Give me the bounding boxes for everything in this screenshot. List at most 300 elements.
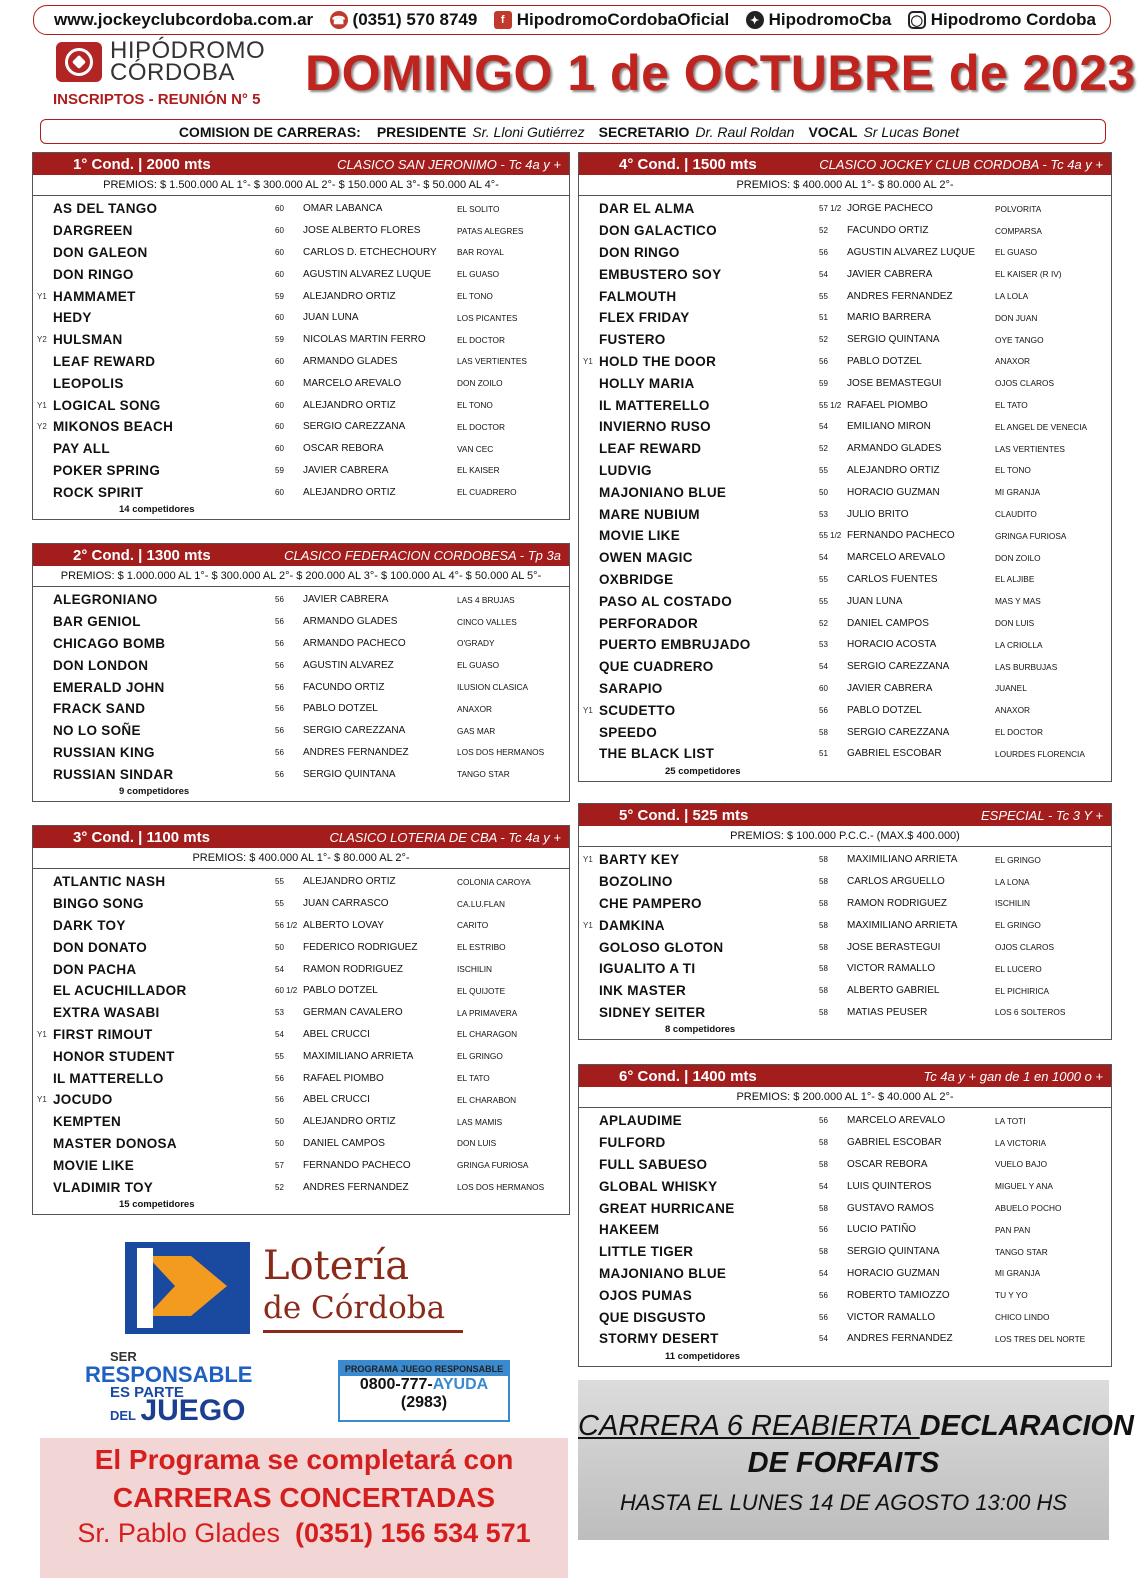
carreras-concertadas-box <box>40 1438 568 1578</box>
logo-line2: CÓRDOBA <box>110 59 235 86</box>
horse-name: HOLLY MARIA <box>599 375 695 391</box>
race-condition: 6° Cond. | 1400 mts <box>619 1067 757 1085</box>
programa-phone-c: (2983) <box>400 1394 448 1411</box>
jockey-name: PABLO DOTZEL <box>847 355 922 367</box>
horse-name: RUSSIAN SINDAR <box>53 766 174 782</box>
entry-row <box>33 1089 569 1111</box>
horse-weight: 60 <box>275 422 284 432</box>
presidente-label: PRESIDENTE <box>376 123 467 140</box>
horse-weight: 58 <box>819 1159 828 1169</box>
entry-row <box>579 1263 1111 1285</box>
horse-name: SIDNEY SEITER <box>599 1004 706 1020</box>
stud-name: VUELO BAJO <box>995 1159 1048 1170</box>
stud-name: ISCHILIN <box>457 964 493 975</box>
race-header <box>33 153 569 175</box>
stud-name: PAN PAN <box>995 1224 1031 1235</box>
stud-name: LOS DOS HERMANOS <box>457 747 545 758</box>
jockey-name: MAXIMILIANO ARRIETA <box>847 919 958 931</box>
horse-weight: 55 <box>819 291 828 301</box>
stud-name: DON ZOILO <box>995 552 1041 563</box>
race-premios: PREMIOS: $ 1.000.000 AL 1°- $ 300.000 AL 2°- $ 200.000 AL 3°- $ 100.000 AL 4°- $ 50.000 AL 5°- <box>33 566 569 587</box>
programa-phone <box>340 1376 508 1394</box>
horse-weight: 55 1/2 <box>819 400 842 410</box>
website-text[interactable]: www.jockeyclubcordoba.com.ar <box>54 10 314 29</box>
entry-row <box>579 242 1111 264</box>
horse-weight: 58 <box>819 986 828 996</box>
horse-weight: 58 <box>819 942 828 952</box>
horse-weight: 55 <box>819 574 828 584</box>
race-condition: 5° Cond. | 525 mts <box>619 806 749 824</box>
horse-name: DON DONATO <box>53 939 147 955</box>
horse-weight: 50 <box>275 1138 284 1148</box>
horse-name: GLOBAL WHISKY <box>599 1178 718 1194</box>
coupled-marker: Y2 <box>37 335 47 345</box>
twitter-link[interactable] <box>746 10 892 30</box>
stud-name: EL CHARABON <box>457 1094 517 1105</box>
facebook-link[interactable] <box>494 10 730 30</box>
entry-row <box>33 372 569 394</box>
facebook-text[interactable]: HipodromoCordobaOficial <box>516 10 730 29</box>
horse-weight: 60 <box>275 400 284 410</box>
completara-line2: CARRERAS CONCERTADAS <box>112 1482 496 1513</box>
entry-row <box>33 394 569 416</box>
jockey-name: SERGIO CAREZZANA <box>303 421 406 433</box>
jockey-name: HORACIO GUZMAN <box>847 486 940 498</box>
horse-weight: 60 <box>275 269 284 279</box>
entry-row <box>579 481 1111 503</box>
jockey-name: MAXIMILIANO ARRIETA <box>847 854 958 866</box>
stud-name: GRINGA FURIOSA <box>457 1160 529 1171</box>
horse-weight: 56 <box>275 704 284 714</box>
jockey-name: ALEJANDRO ORTIZ <box>303 399 396 411</box>
contact-bar <box>33 5 1111 35</box>
stud-name: TANGO STAR <box>457 769 510 780</box>
horse-weight: 56 <box>275 726 284 736</box>
entry-row <box>33 589 569 611</box>
horse-weight: 53 <box>819 509 828 519</box>
horse-name: HONOR STUDENT <box>53 1048 175 1064</box>
horse-weight: 59 <box>275 335 284 345</box>
jockey-name: PABLO DOTZEL <box>847 704 922 716</box>
jockey-name: SERGIO QUINTANA <box>847 334 940 346</box>
entry-row <box>579 1175 1111 1197</box>
competitors-count: 9 competidores <box>119 786 190 798</box>
stud-name: EL CUADRERO <box>457 487 517 498</box>
jockey-name: ARMANDO GLADES <box>303 355 398 367</box>
entry-row <box>33 698 569 720</box>
horse-weight: 60 <box>275 378 284 388</box>
horse-name: QUE DISGUSTO <box>599 1309 706 1325</box>
race-clasico: Tc 4a y + gan de 1 en 1000 o + <box>923 1068 1103 1084</box>
stud-name: DON JUAN <box>995 312 1038 323</box>
race-clasico: CLASICO JOCKEY CLUB CORDOBA - Tc 4a y + <box>819 156 1103 172</box>
horse-name: DON RINGO <box>599 244 680 260</box>
juego-responsable-logo <box>80 1348 295 1427</box>
jockey-name: ALEJANDRO ORTIZ <box>303 290 396 302</box>
horse-weight: 51 <box>819 313 828 323</box>
entry-row <box>579 699 1111 721</box>
horse-weight: 58 <box>819 1138 828 1148</box>
stud-name: EL DOCTOR <box>457 334 505 345</box>
jockey-name: AGUSTIN ALVAREZ LUQUE <box>303 268 431 280</box>
entry-row <box>579 1132 1111 1154</box>
phone-text: (0351) 570 8749 <box>352 10 478 29</box>
horse-name: POKER SPRING <box>53 462 161 478</box>
programa-title: PROGRAMA JUEGO RESPONSABLE <box>340 1362 508 1376</box>
vocal-name: Sr Lucas Bonet <box>863 123 960 140</box>
stud-name: LAS 4 BRUJAS <box>457 594 515 605</box>
competitors-count: 25 competidores <box>665 765 741 777</box>
stud-name: ISCHILIN <box>995 898 1031 909</box>
jockey-name: JAVIER CABRERA <box>847 682 933 694</box>
jockey-name: OSCAR REBORA <box>847 1158 928 1170</box>
entry-row <box>33 1111 569 1133</box>
stud-name: LOS 6 SOLTEROS <box>995 1007 1066 1018</box>
entry-row <box>579 980 1111 1002</box>
jockey-name: ALBERTO LOVAY <box>303 919 384 931</box>
horse-name: NO LO SOÑE <box>53 723 141 739</box>
stud-name: LOS TRES DEL NORTE <box>995 1333 1086 1344</box>
jockey-name: CARLOS FUENTES <box>847 573 938 585</box>
horse-weight: 60 <box>275 487 284 497</box>
horse-name: HEDY <box>53 310 92 326</box>
coupled-marker: Y1 <box>583 356 593 366</box>
stud-name: EL KAISER <box>457 465 500 476</box>
entry-row <box>33 263 569 285</box>
horse-weight: 52 <box>275 1182 284 1192</box>
stud-name: MAS Y MAS <box>995 596 1041 607</box>
race-card-2 <box>32 543 570 802</box>
entry-row <box>579 569 1111 591</box>
horse-weight: 58 <box>819 898 828 908</box>
carrera6-notice-box <box>578 1380 1134 1540</box>
jockey-name: GABRIEL ESCOBAR <box>847 1137 942 1149</box>
race-clasico: CLASICO FEDERACION CORDOBESA - Tp 3a <box>284 547 561 563</box>
coupled-marker: Y1 <box>37 1029 47 1039</box>
entry-row <box>579 220 1111 242</box>
horse-weight: 57 <box>275 1160 284 1170</box>
stud-name: LA TOTI <box>995 1115 1026 1126</box>
responsable-l1: SER <box>110 1349 137 1364</box>
website-link[interactable] <box>54 10 313 30</box>
entry-row <box>579 547 1111 569</box>
stud-name: EL KAISER (R IV) <box>995 269 1062 280</box>
logo-line1: HIPÓDROMO <box>110 37 266 64</box>
jockey-name: JAVIER CABRERA <box>303 594 389 606</box>
jockey-name: LUIS QUINTEROS <box>847 1180 932 1192</box>
jockey-name: JOSE BERASTEGUI <box>847 941 941 953</box>
jockey-name: GUSTAVO RAMOS <box>847 1202 934 1214</box>
jockey-name: LUCIO PATIÑO <box>847 1224 917 1236</box>
entry-row <box>33 915 569 937</box>
horse-name: BOZOLINO <box>599 874 673 890</box>
jockey-name: RAMON RODRIGUEZ <box>847 897 947 909</box>
entry-row <box>33 438 569 460</box>
jockey-name: ALBERTO GABRIEL <box>847 985 940 997</box>
entries-list <box>579 1108 1111 1350</box>
jockey-name: ARMANDO GLADES <box>303 616 398 628</box>
jockey-name: ALEJANDRO ORTIZ <box>303 486 396 498</box>
race-card-6 <box>578 1064 1112 1367</box>
jockey-name: CARLOS ARGUELLO <box>847 876 945 888</box>
entry-row <box>33 307 569 329</box>
horse-weight: 59 <box>275 291 284 301</box>
loteria-underline <box>263 1330 463 1333</box>
completara-line1: El Programa se completará con <box>94 1444 514 1475</box>
stud-name: EL TONO <box>457 291 493 302</box>
horse-name: HAMMAMET <box>53 288 136 304</box>
stud-name: ANAXOR <box>995 705 1031 716</box>
horse-name: GOLOSO GLOTON <box>599 939 724 955</box>
horse-name: OWEN MAGIC <box>599 550 693 566</box>
horse-name: SCUDETTO <box>599 702 676 718</box>
jockey-name: RAFAEL PIOMBO <box>303 1072 384 1084</box>
stud-name: EL DOCTOR <box>995 727 1043 738</box>
stud-name: LAS VERTIENTES <box>995 443 1065 454</box>
horse-name: MIKONOS BEACH <box>53 419 174 435</box>
race-condition: 1° Cond. | 2000 mts <box>73 155 211 173</box>
stud-name: MIGUEL Y ANA <box>995 1181 1053 1192</box>
coupled-marker: Y1 <box>37 1095 47 1105</box>
entry-row <box>579 893 1111 915</box>
entry-row <box>579 1306 1111 1328</box>
horse-name: BINGO SONG <box>53 896 144 912</box>
entry-row <box>33 242 569 264</box>
entry-row <box>33 1024 569 1046</box>
stud-name: TU Y YO <box>995 1290 1028 1301</box>
contact-phone: (0351) 156 534 571 <box>294 1518 531 1548</box>
horse-weight: 60 <box>275 204 284 214</box>
jockey-name: HORACIO GUZMAN <box>847 1267 940 1279</box>
horse-name: SPEEDO <box>599 724 658 740</box>
jockey-name: MARCELO AREVALO <box>847 1115 946 1127</box>
loteria-cordoba-logo <box>125 1242 475 1342</box>
jockey-name: MAXIMILIANO ARRIETA <box>303 1050 414 1062</box>
jockey-name: JULIO BRITO <box>847 508 909 520</box>
stud-name: ABUELO POCHO <box>995 1203 1062 1214</box>
stud-name: CHICO LINDO <box>995 1312 1050 1323</box>
horse-name: HULSMAN <box>53 332 123 348</box>
stud-name: EL ANGEL DE VENECIA <box>995 421 1088 432</box>
jockey-name: EMILIANO MIRON <box>847 421 931 433</box>
stud-name: EL LUCERO <box>995 963 1042 974</box>
horse-weight: 55 <box>275 1051 284 1061</box>
horse-weight: 56 <box>275 1073 284 1083</box>
responsable-l3: ES PARTE <box>110 1384 184 1401</box>
stud-name: EL GRINGO <box>995 854 1041 865</box>
page-title: DOMINGO 1 de OCTUBRE de 2023 <box>305 45 1136 101</box>
jockey-name: HORACIO ACOSTA <box>847 639 937 651</box>
twitter-text[interactable]: HipodromoCba <box>768 10 892 29</box>
horse-weight: 55 <box>275 877 284 887</box>
entry-row <box>33 220 569 242</box>
jockey-name: JAVIER CABRERA <box>303 464 389 476</box>
stud-name: LA VICTORIA <box>995 1137 1047 1148</box>
horse-name: RUSSIAN KING <box>53 744 155 760</box>
horse-name: FALMOUTH <box>599 288 677 304</box>
race-card-1 <box>32 152 570 520</box>
horse-weight: 60 <box>275 356 284 366</box>
stud-name: GRINGA FURIOSA <box>995 530 1067 541</box>
horse-name: MARE NUBIUM <box>599 506 700 522</box>
horse-name: DARK TOY <box>53 917 126 933</box>
jockey-name: SERGIO CAREZZANA <box>847 661 950 673</box>
jockey-name: JOSE BEMASTEGUI <box>847 377 942 389</box>
entry-row <box>33 285 569 307</box>
jockey-name: OSCAR REBORA <box>303 443 384 455</box>
horse-name: AS DEL TANGO <box>53 201 158 217</box>
horse-name: DON GALEON <box>53 244 148 260</box>
horse-name: MAJONIANO BLUE <box>599 484 727 500</box>
stud-name: TANGO STAR <box>995 1246 1048 1257</box>
instagram-text[interactable]: Hipodromo Cordoba <box>930 10 1096 29</box>
jockey-name: ALEJANDRO ORTIZ <box>303 1116 396 1128</box>
race-premios: PREMIOS: $ 1.500.000 AL 1°- $ 300.000 AL 2°- $ 150.000 AL 3°- $ 50.000 AL 4°- <box>33 175 569 196</box>
hipodromo-wordmark <box>110 37 266 86</box>
jockey-name: AGUSTIN ALVAREZ <box>303 659 394 671</box>
stud-name: EL GUASO <box>457 269 500 280</box>
entry-row <box>33 1154 569 1176</box>
horse-weight: 54 <box>819 269 828 279</box>
horse-weight: 52 <box>819 444 828 454</box>
entries-list <box>33 869 569 1198</box>
carrera6-line1 <box>578 1410 1134 1443</box>
horse-name: APLAUDIME <box>599 1113 682 1129</box>
horse-weight: 56 <box>819 1116 828 1126</box>
stud-name: CLAUDITO <box>995 509 1037 520</box>
horse-weight: 58 <box>819 727 828 737</box>
stud-name: DON ZOILO <box>457 378 503 389</box>
jockey-name: NICOLAS MARTIN FERRO <box>303 334 426 346</box>
horse-name: BARTY KEY <box>599 852 680 868</box>
entry-row <box>579 958 1111 980</box>
stud-name: PATAS ALEGRES <box>457 225 524 236</box>
stud-name: ANAXOR <box>457 703 493 714</box>
entry-row <box>33 720 569 742</box>
entry-row <box>579 460 1111 482</box>
jockey-name: FACUNDO ORTIZ <box>303 681 385 693</box>
stud-name: CA.LU.FLAN <box>457 898 505 909</box>
jockey-name: SERGIO QUINTANA <box>847 1246 940 1258</box>
horse-weight: 52 <box>819 618 828 628</box>
horse-weight: 55 1/2 <box>819 531 842 541</box>
jockey-name: ANDRES FERNANDEZ <box>303 1181 409 1193</box>
loteria-title: Lotería <box>263 1243 410 1289</box>
entry-row <box>579 590 1111 612</box>
hipodromo-logo-icon <box>56 42 102 82</box>
horse-weight: 56 <box>819 705 828 715</box>
stud-name: O'GRADY <box>457 638 495 649</box>
horse-name: IL MATTERELLO <box>53 1070 164 1086</box>
entry-row <box>579 1154 1111 1176</box>
stud-name: LAS MAMIS <box>457 1116 503 1127</box>
horse-name: LUDVIG <box>599 462 652 478</box>
horse-weight: 53 <box>819 640 828 650</box>
entry-row <box>579 263 1111 285</box>
stud-name: EL QUIJOTE <box>457 985 506 996</box>
stud-name: DON LUIS <box>995 618 1035 629</box>
coupled-marker: Y2 <box>37 422 47 432</box>
stud-name: LOURDES FLORENCIA <box>995 748 1085 759</box>
jockey-name: JAVIER CABRERA <box>847 268 933 280</box>
jockey-name: FERNANDO PACHECO <box>847 530 955 542</box>
horse-weight: 54 <box>819 662 828 672</box>
jockey-name: ABEL CRUCCI <box>303 1028 370 1040</box>
horse-name: IGUALITO A TI <box>599 961 696 977</box>
entry-row <box>33 329 569 351</box>
horse-weight: 54 <box>819 1181 828 1191</box>
horse-name: FULL SABUESO <box>599 1156 708 1172</box>
entry-row <box>579 307 1111 329</box>
stud-name: EL GRINGO <box>995 920 1041 931</box>
horse-weight: 50 <box>819 487 828 497</box>
entry-row <box>33 980 569 1002</box>
entry-row <box>579 438 1111 460</box>
jockey-name: CARLOS D. ETCHECHOURY <box>303 246 437 258</box>
facebook-icon: f <box>494 11 512 29</box>
horse-weight: 58 <box>819 964 828 974</box>
jockey-name: PABLO DOTZEL <box>303 703 378 715</box>
secretario-name: Dr. Raul Roldan <box>695 123 795 140</box>
horse-weight: 60 <box>275 444 284 454</box>
jockey-name: VICTOR RAMALLO <box>847 963 936 975</box>
jockey-name: FEDERICO RODRIGUEZ <box>303 941 418 953</box>
horse-weight: 55 <box>819 596 828 606</box>
horse-name: CHICAGO BOMB <box>53 635 166 651</box>
horse-weight: 58 <box>819 1247 828 1257</box>
horse-weight: 56 <box>819 1225 828 1235</box>
horse-name: MASTER DONOSA <box>53 1135 177 1151</box>
race-premios: PREMIOS: $ 200.000 AL 1°- $ 40.000 AL 2°- <box>579 1087 1111 1108</box>
instagram-link[interactable] <box>908 10 1096 30</box>
horse-name: FULFORD <box>599 1135 666 1151</box>
horse-name: LEAF REWARD <box>599 441 702 457</box>
entry-row <box>33 1045 569 1067</box>
stud-name: OJOS CLAROS <box>995 942 1055 953</box>
horse-weight: 58 <box>819 1203 828 1213</box>
horse-weight: 59 <box>819 378 828 388</box>
carrera6-declaracion: DECLARACION <box>919 1410 1134 1442</box>
horse-weight: 56 <box>275 617 284 627</box>
contact-name: Sr. Pablo Glades <box>77 1518 280 1548</box>
horse-name: QUE CUADRERO <box>599 659 714 675</box>
entry-row <box>579 721 1111 743</box>
horse-weight: 60 <box>275 313 284 323</box>
horse-weight: 60 <box>275 226 284 236</box>
programa-phone-a: 0800-777- <box>359 1376 433 1393</box>
horse-weight: 60 1/2 <box>275 986 298 996</box>
horse-name: MOVIE LIKE <box>599 528 681 544</box>
entry-row <box>33 742 569 764</box>
stud-name: COLONIA CAROYA <box>457 876 531 887</box>
inscriptos-label: INSCRIPTOS - REUNIÓN N° 5 <box>53 91 261 108</box>
horse-weight: 56 <box>275 769 284 779</box>
entry-row <box>579 1284 1111 1306</box>
stud-name: EL TATO <box>995 400 1028 411</box>
race-condition: 3° Cond. | 1100 mts <box>73 828 210 846</box>
entry-row <box>579 198 1111 220</box>
horse-weight: 54 <box>819 553 828 563</box>
jockey-name: ALEJANDRO ORTIZ <box>847 464 940 476</box>
coupled-marker: Y1 <box>583 855 593 865</box>
stud-name: EL TATO <box>457 1073 490 1084</box>
horse-name: OXBRIDGE <box>599 571 674 587</box>
horse-name: HAKEEM <box>599 1222 660 1238</box>
stud-name: LA CRIOLLA <box>995 639 1043 650</box>
race-clasico: ESPECIAL - Tc 3 Y + <box>980 807 1103 823</box>
horse-name: FLEX FRIDAY <box>599 310 690 326</box>
horse-name: DARGREEN <box>53 223 133 239</box>
